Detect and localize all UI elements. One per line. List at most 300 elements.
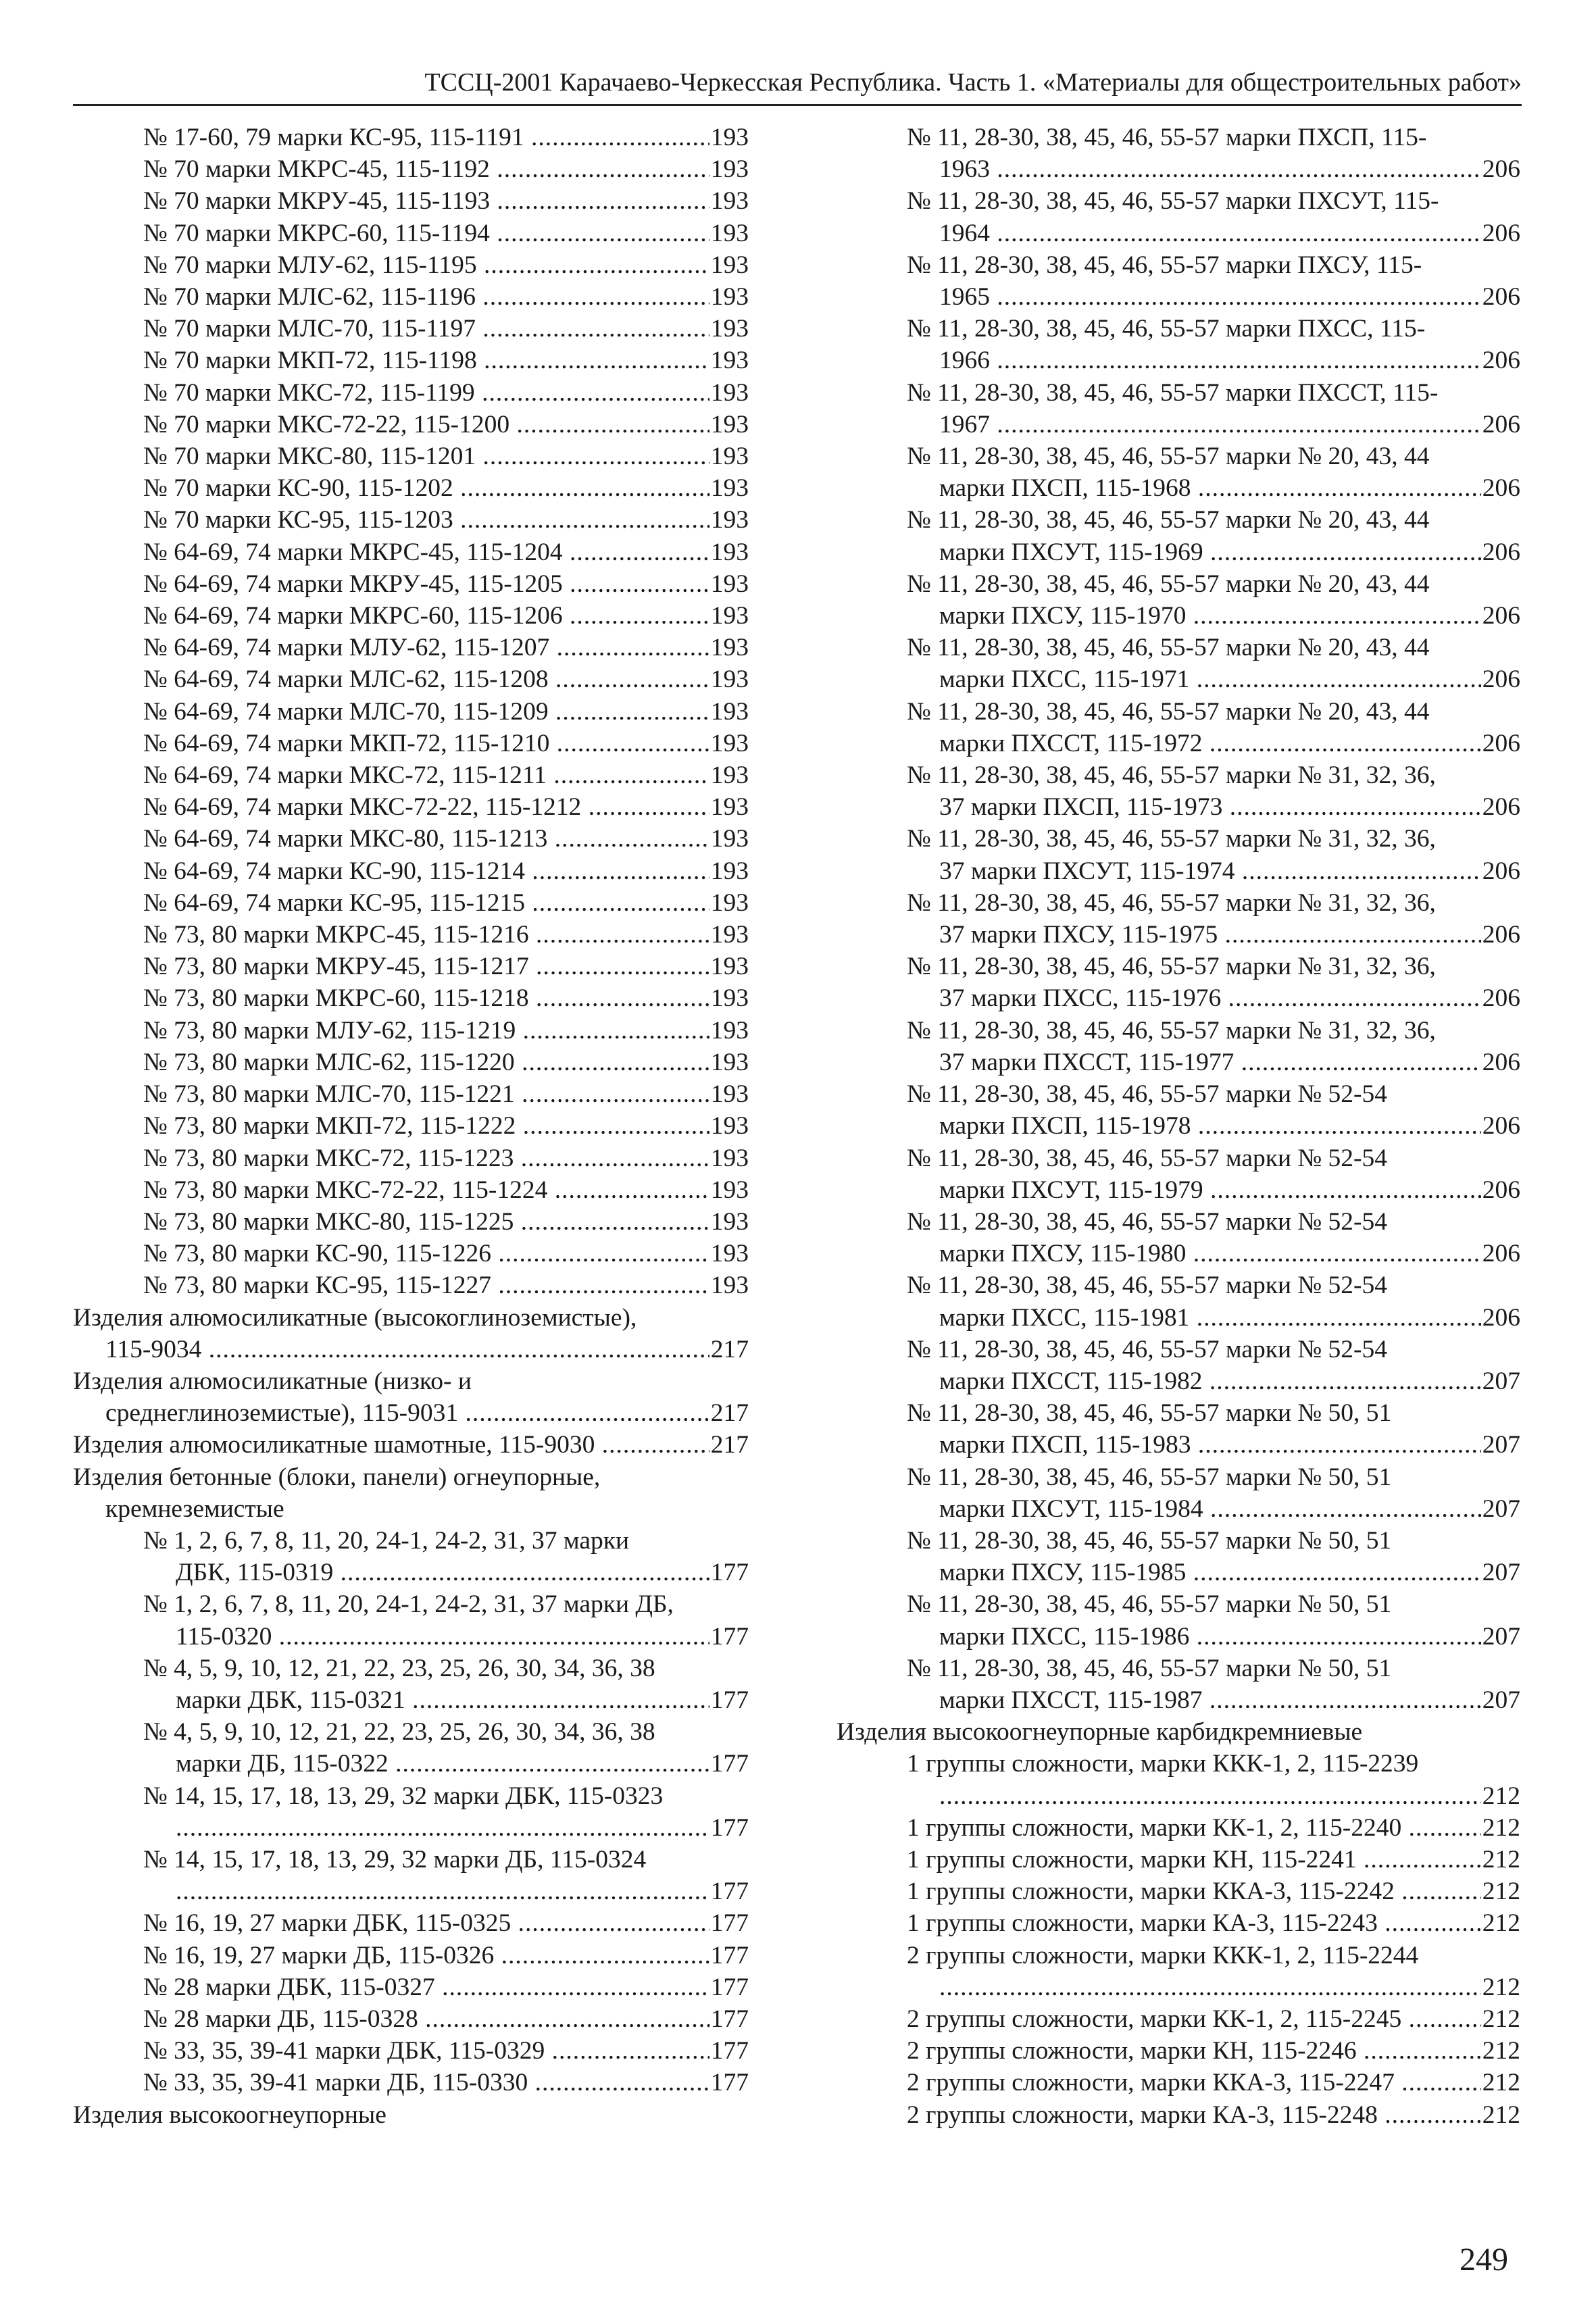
entry-text: № 33, 35, 39-41 марки ДБК, 115-0329 ..... xyxy=(143,2035,709,2067)
index-entry xyxy=(837,1844,1520,1876)
entry-text-first-line: № 11, 28-30, 38, 45, 46, 55-57 марки № 50, 51 xyxy=(907,1463,1392,1491)
entry-text: № 64-69, 74 марки МКРС-45, 115-1204 ..... xyxy=(143,536,709,568)
entry-text xyxy=(939,1971,1481,2003)
index-entry xyxy=(73,345,749,376)
entry-text: № 73, 80 марки МКС-80, 115-1225 ..... xyxy=(143,1206,709,1238)
entry-page-number: 193 xyxy=(710,1112,749,1140)
index-entry xyxy=(73,982,749,1014)
entry-page-number: 212 xyxy=(1482,1845,1520,1873)
entry-text: Изделия алюмосиликатные шамотные, 115-9030 ..... xyxy=(73,1429,709,1461)
index-entry-wrapped xyxy=(837,951,1520,1014)
index-entry-wrapped xyxy=(837,1142,1520,1206)
entry-page-number: 193 xyxy=(710,1240,749,1268)
index-entry xyxy=(73,1429,749,1461)
section-heading: Изделия высокоогнеупорные xyxy=(73,2101,386,2129)
index-entry-wrapped xyxy=(837,1269,1520,1333)
entry-page-number: 206 xyxy=(1482,1240,1520,1268)
entry-text: № 28 марки ДБ, 115-0328 ..... xyxy=(143,2003,709,2035)
entry-page-number: 212 xyxy=(1482,2037,1520,2065)
index-entry xyxy=(73,441,749,472)
entry-text: № 70 марки КС-95, 115-1203 ..... xyxy=(143,504,709,536)
entry-text: марки ПХСС, 115-1971 ..... xyxy=(939,663,1481,695)
entry-page-number: 193 xyxy=(710,1176,749,1204)
entry-text-first-line: № 11, 28-30, 38, 45, 46, 55-57 марки ПХССТ, 115- xyxy=(907,378,1439,407)
entry-text-first-line: № 11, 28-30, 38, 45, 46, 55-57 марки № 50, 51 xyxy=(907,1399,1392,1428)
entry-page-number: 193 xyxy=(710,1048,749,1076)
index-entry xyxy=(73,2003,749,2035)
index-entry-wrapped xyxy=(837,504,1520,568)
entry-page-number: 177 xyxy=(710,2005,749,2033)
index-entry-wrapped xyxy=(837,887,1520,951)
entry-page-number: 206 xyxy=(1482,729,1520,757)
index-entry-wrapped xyxy=(837,1461,1520,1525)
index-entry xyxy=(907,1971,1520,2003)
entry-text: марки ПХСУ, 115-1985 ..... xyxy=(939,1557,1481,1588)
index-entry xyxy=(73,313,749,345)
entry-text: № 70 марки МКП-72, 115-1198 ..... xyxy=(143,345,709,376)
entry-text: марки ПХСУ, 115-1980 ..... xyxy=(939,1238,1481,1269)
index-entry xyxy=(907,663,1520,695)
entry-text: 1965 ..... xyxy=(939,281,1481,313)
entry-text-first-line: № 4, 5, 9, 10, 12, 21, 22, 23, 25, 26, 30, 34, 36, 38 xyxy=(143,1654,655,1682)
entry-text: марки ПХСУТ, 115-1969 ..... xyxy=(939,536,1481,568)
index-entry-wrapped xyxy=(73,1653,749,1716)
entry-text: ДБК, 115-0319 ..... xyxy=(176,1557,709,1588)
index-entry-wrapped xyxy=(837,823,1520,886)
index-entry xyxy=(907,1302,1520,1334)
index-entry-wrapped xyxy=(73,1588,749,1652)
entry-text: № 73, 80 марки МКРС-45, 115-1216 ..... xyxy=(143,919,709,951)
entry-text: № 64-69, 74 марки МКС-72-22, 115-1212 ..... xyxy=(143,791,709,823)
index-entry xyxy=(73,1940,749,1971)
entry-text: среднеглиноземистые), 115-9031 ..... xyxy=(105,1397,709,1429)
index-entry xyxy=(907,919,1520,951)
entry-text: марки ПХСС, 115-1986 ..... xyxy=(939,1621,1481,1653)
entry-page-number: 193 xyxy=(710,1080,749,1109)
entry-text-first-line: № 11, 28-30, 38, 45, 46, 55-57 марки ПХСУ, 115- xyxy=(907,251,1422,279)
index-entry xyxy=(143,1621,749,1653)
entry-page-number: 206 xyxy=(1482,283,1520,311)
entry-page-number: 193 xyxy=(710,921,749,949)
entry-page-number: 193 xyxy=(710,443,749,471)
index-entry xyxy=(73,281,749,313)
entry-page-number: 177 xyxy=(710,1878,749,1906)
index-entry xyxy=(73,1078,749,1110)
entry-page-number: 177 xyxy=(710,1973,749,2001)
index-entry xyxy=(907,153,1520,185)
entry-page-number: 206 xyxy=(1482,347,1520,375)
entry-text-first-line: № 11, 28-30, 38, 45, 46, 55-57 марки № 31, 32, 36, xyxy=(907,825,1436,853)
entry-text: № 64-69, 74 марки МЛС-62, 115-1208 ..... xyxy=(143,663,709,695)
entry-text: 37 марки ПХСУ, 115-1975 ..... xyxy=(939,919,1481,951)
entry-page-number: 206 xyxy=(1482,602,1520,630)
entry-page-number: 212 xyxy=(1482,1973,1520,2001)
entry-text: марки ПХССТ, 115-1972 ..... xyxy=(939,728,1481,759)
entry-text-first-line: № 11, 28-30, 38, 45, 46, 55-57 марки № 20, 43, 44 xyxy=(907,506,1430,534)
index-entry xyxy=(907,409,1520,441)
entry-page-number: 193 xyxy=(710,347,749,375)
entry-text-first-line: 1 группы сложности, марки ККК-1, 2, 115-2239 xyxy=(907,1750,1419,1778)
entry-page-number: 206 xyxy=(1482,1048,1520,1076)
index-entry xyxy=(143,1684,749,1716)
index-entry xyxy=(73,1047,749,1078)
entry-text-first-line: № 11, 28-30, 38, 45, 46, 55-57 марки № 20, 43, 44 xyxy=(907,634,1430,662)
index-entry-wrapped xyxy=(837,1015,1520,1078)
index-entry xyxy=(837,1812,1520,1844)
index-entry xyxy=(907,1684,1520,1716)
entry-text: марки ПХСУТ, 115-1979 ..... xyxy=(939,1174,1481,1206)
entry-text: марки ПХСП, 115-1968 ..... xyxy=(939,472,1481,504)
entry-page-number: 193 xyxy=(710,251,749,279)
entry-text: 115-9034 ..... xyxy=(105,1334,709,1365)
entry-page-number: 206 xyxy=(1482,793,1520,822)
index-entry xyxy=(837,2067,1520,2098)
entry-text-first-line: № 11, 28-30, 38, 45, 46, 55-57 марки № 31, 32, 36, xyxy=(907,1016,1436,1045)
index-entry xyxy=(907,1238,1520,1269)
index-entry xyxy=(73,855,749,887)
entry-page-number: 177 xyxy=(710,1941,749,1969)
entry-text: № 64-69, 74 марки МКС-80, 115-1213 ..... xyxy=(143,823,709,855)
index-entry xyxy=(907,1365,1520,1397)
index-entry xyxy=(73,504,749,536)
index-entry-wrapped xyxy=(837,1397,1520,1461)
entry-text: марки ПХСП, 115-1978 ..... xyxy=(939,1110,1481,1142)
entry-text: № 16, 19, 27 марки ДБ, 115-0326 ..... xyxy=(143,1940,709,1971)
entry-text: марки ДБК, 115-0321 ..... xyxy=(176,1684,709,1716)
entry-page-number: 177 xyxy=(710,1909,749,1938)
entry-page-number: 193 xyxy=(710,474,749,503)
index-entry xyxy=(73,409,749,441)
entry-text: 1 группы сложности, марки КА-3, 115-2243 ..... xyxy=(907,1907,1481,1939)
entry-page-number: 193 xyxy=(710,665,749,694)
index-entry-wrapped xyxy=(73,1716,749,1780)
index-entry-wrapped xyxy=(837,185,1520,249)
index-entry xyxy=(907,1557,1520,1588)
entry-text: № 70 марки МКС-72-22, 115-1200 ..... xyxy=(143,409,709,441)
entry-text: № 70 марки МЛС-62, 115-1196 ..... xyxy=(143,281,709,313)
entry-text-first-line: № 11, 28-30, 38, 45, 46, 55-57 марки ПХСУТ, 115- xyxy=(907,187,1439,216)
entry-text-first-line: № 11, 28-30, 38, 45, 46, 55-57 марки № 31, 32, 36, xyxy=(907,761,1436,790)
index-entry-wrapped xyxy=(73,1365,749,1429)
index-entry-wrapped xyxy=(73,1302,749,1365)
entry-text-first-line: № 11, 28-30, 38, 45, 46, 55-57 марки № 31, 32, 36, xyxy=(907,953,1436,981)
entry-page-number: 207 xyxy=(1482,1686,1520,1714)
entry-text: № 33, 35, 39-41 марки ДБ, 115-0330 ..... xyxy=(143,2067,709,2098)
index-entry xyxy=(73,728,749,759)
entry-text: № 70 марки МКРС-45, 115-1192 ..... xyxy=(143,153,709,185)
index-entry-wrapped xyxy=(73,1844,749,1907)
index-entry xyxy=(73,1206,749,1238)
index-entry-wrapped xyxy=(837,377,1520,441)
entry-text: 1 группы сложности, марки КН, 115-2241 ..... xyxy=(907,1844,1481,1876)
entry-text-first-line: № 11, 28-30, 38, 45, 46, 55-57 марки № 20, 43, 44 xyxy=(907,570,1430,598)
index-entry xyxy=(73,1907,749,1939)
index-entry xyxy=(837,1907,1520,1939)
entry-text-first-line: № 14, 15, 17, 18, 13, 29, 32 марки ДБ, 115-0324 xyxy=(143,1845,647,1873)
entry-text: 2 группы сложности, марки КК-1, 2, 115-2245 ..... xyxy=(907,2003,1481,2035)
entry-page-number: 193 xyxy=(710,187,749,216)
entry-text: № 73, 80 марки МКРУ-45, 115-1217 ..... xyxy=(143,951,709,982)
entry-page-number: 193 xyxy=(710,1207,749,1236)
entry-text: марки ПХСП, 115-1983 ..... xyxy=(939,1429,1481,1461)
entry-page-number: 193 xyxy=(710,697,749,726)
entry-page-number: 193 xyxy=(710,793,749,822)
entry-page-number: 193 xyxy=(710,825,749,853)
index-entry-wrapped xyxy=(837,696,1520,759)
entry-page-number: 206 xyxy=(1482,219,1520,247)
index-entry xyxy=(73,536,749,568)
index-entry xyxy=(907,600,1520,632)
index-entry-wrapped xyxy=(837,568,1520,632)
entry-page-number: 207 xyxy=(1482,1431,1520,1459)
entry-page-number: 212 xyxy=(1482,2069,1520,2097)
entry-text: № 73, 80 марки МКРС-60, 115-1218 ..... xyxy=(143,982,709,1014)
entry-page-number: 193 xyxy=(710,315,749,343)
entry-text: № 64-69, 74 марки МЛС-70, 115-1209 ..... xyxy=(143,696,709,728)
index-entry-wrapped xyxy=(837,1206,1520,1269)
index-entry xyxy=(907,855,1520,887)
index-entry xyxy=(907,1174,1520,1206)
index-entry xyxy=(73,632,749,663)
index-entry xyxy=(73,823,749,855)
entry-text-first-line: № 14, 15, 17, 18, 13, 29, 32 марки ДБК, 115-0323 xyxy=(143,1782,664,1810)
entry-page-number: 193 xyxy=(710,570,749,598)
entry-text: 1966 ..... xyxy=(939,345,1481,376)
entry-text-first-line: № 11, 28-30, 38, 45, 46, 55-57 марки № 50, 51 xyxy=(907,1590,1392,1619)
entry-text: 1963 ..... xyxy=(939,153,1481,185)
entry-text-first-line: № 11, 28-30, 38, 45, 46, 55-57 марки № 52-54 xyxy=(907,1080,1388,1109)
entry-text: № 70 марки МЛУ-62, 115-1195 ..... xyxy=(143,249,709,281)
entry-text: 115-0320 ..... xyxy=(176,1621,709,1653)
entry-page-number: 207 xyxy=(1482,1494,1520,1523)
entry-page-number: 206 xyxy=(1482,1112,1520,1140)
entry-page-number: 193 xyxy=(710,410,749,438)
index-entry xyxy=(907,1047,1520,1078)
entry-page-number: 193 xyxy=(710,538,749,566)
index-entry-wrapped xyxy=(837,632,1520,695)
entry-page-number: 207 xyxy=(1482,1367,1520,1395)
index-column-right xyxy=(837,122,1520,2131)
entry-text-first-line: № 11, 28-30, 38, 45, 46, 55-57 марки ПХСС, 115- xyxy=(907,315,1426,343)
entry-page-number: 177 xyxy=(710,1622,749,1651)
entry-text: № 64-69, 74 марки КС-90, 115-1214 ..... xyxy=(143,855,709,887)
entry-text: № 17-60, 79 марки КС-95, 115-1191 ..... xyxy=(143,122,709,153)
entry-text: марки ПХССТ, 115-1982 ..... xyxy=(939,1365,1481,1397)
index-entry xyxy=(73,1142,749,1174)
index-entry-wrapped xyxy=(837,1334,1520,1397)
index-entry xyxy=(73,218,749,249)
entry-page-number: 177 xyxy=(710,2069,749,2097)
entry-text-first-line: № 11, 28-30, 38, 45, 46, 55-57 марки ПХСП, 115- xyxy=(907,124,1427,151)
entry-text-first-line: № 4, 5, 9, 10, 12, 21, 22, 23, 25, 26, 30, 34, 36, 38 xyxy=(143,1718,655,1746)
entry-text: № 73, 80 марки МЛС-70, 115-1221 ..... xyxy=(143,1078,709,1110)
entry-text: 37 марки ПХССТ, 115-1977 ..... xyxy=(939,1047,1481,1078)
entry-page-number: 207 xyxy=(1482,1559,1520,1587)
entry-page-number: 206 xyxy=(1482,538,1520,566)
index-entry xyxy=(73,2035,749,2067)
index-entry xyxy=(73,2067,749,2098)
entry-text: № 16, 19, 27 марки ДБК, 115-0325 ..... xyxy=(143,1907,709,1939)
entry-text: № 73, 80 марки КС-95, 115-1227 ..... xyxy=(143,1269,709,1301)
page-number: 249 xyxy=(1460,2242,1508,2278)
index-entry xyxy=(907,218,1520,249)
index-entry xyxy=(73,568,749,600)
index-entry xyxy=(73,122,749,153)
entry-page-number: 177 xyxy=(710,1686,749,1714)
entry-text: № 64-69, 74 марки МКРУ-45, 115-1205 ..... xyxy=(143,568,709,600)
entry-page-number: 206 xyxy=(1482,155,1520,184)
index-entry-wrapped xyxy=(73,1525,749,1588)
entry-page-number: 193 xyxy=(710,729,749,757)
entry-text-first-line: 2 группы сложности, марки ККК-1, 2, 115-2244 xyxy=(907,1941,1419,1969)
index-entry xyxy=(907,536,1520,568)
entry-page-number: 193 xyxy=(710,1272,749,1300)
index-entry-wrapped xyxy=(837,1653,1520,1716)
index-entry xyxy=(143,1812,749,1844)
entry-text xyxy=(939,1780,1481,1812)
index-entry xyxy=(73,472,749,504)
entry-text: 1 группы сложности, марки КК-1, 2, 115-2240 ..... xyxy=(907,1812,1481,1844)
entry-page-number: 193 xyxy=(710,1016,749,1045)
entry-page-number: 193 xyxy=(710,953,749,981)
index-entry xyxy=(73,1971,749,2003)
entry-page-number: 193 xyxy=(710,155,749,184)
entry-page-number: 212 xyxy=(1482,2005,1520,2033)
section-heading-continued: кремнеземистые xyxy=(105,1494,284,1523)
entry-page-number: 193 xyxy=(710,634,749,662)
entry-text-first-line: № 11, 28-30, 38, 45, 46, 55-57 марки № 52-54 xyxy=(907,1335,1388,1363)
entry-text: № 64-69, 74 марки МКС-72, 115-1211 ..... xyxy=(143,759,709,791)
index-entry xyxy=(73,377,749,409)
entry-page-number: 193 xyxy=(710,219,749,247)
index-entry xyxy=(73,919,749,951)
entry-text: № 70 марки МКРУ-45, 115-1193 ..... xyxy=(143,185,709,217)
index-entry xyxy=(73,951,749,982)
index-entry xyxy=(73,1397,749,1429)
entry-page-number: 206 xyxy=(1482,921,1520,949)
index-entry-wrapped xyxy=(837,759,1520,823)
index-entry xyxy=(73,759,749,791)
entry-page-number: 206 xyxy=(1482,474,1520,503)
index-entry-wrapped xyxy=(837,441,1520,504)
index-entry xyxy=(73,1110,749,1142)
entry-text: № 70 марки МКС-80, 115-1201 ..... xyxy=(143,441,709,472)
index-entry xyxy=(73,1174,749,1206)
index-entry xyxy=(73,600,749,632)
index-entry xyxy=(73,663,749,695)
index-entry xyxy=(73,696,749,728)
entry-text-first-line: № 1, 2, 6, 7, 8, 11, 20, 24-1, 24-2, 31, 37 марки xyxy=(143,1526,630,1555)
entry-page-number: 206 xyxy=(1482,410,1520,438)
entry-page-number: 206 xyxy=(1482,984,1520,1013)
entry-text-first-line: № 11, 28-30, 38, 45, 46, 55-57 марки № 20, 43, 44 xyxy=(907,697,1430,726)
entry-text: № 73, 80 марки МКС-72-22, 115-1224 ..... xyxy=(143,1174,709,1206)
index-entry xyxy=(143,1876,749,1907)
entry-page-number: 177 xyxy=(710,1750,749,1778)
entry-page-number: 193 xyxy=(710,1144,749,1172)
entry-page-number: 193 xyxy=(710,761,749,790)
entry-text: 37 марки ПХСП, 115-1973 ..... xyxy=(939,791,1481,823)
entry-text-first-line: № 11, 28-30, 38, 45, 46, 55-57 марки № 31, 32, 36, xyxy=(907,888,1436,917)
entry-text: 2 группы сложности, марки КН, 115-2246 ..... xyxy=(907,2035,1481,2067)
entry-page-number: 212 xyxy=(1482,2101,1520,2129)
entry-text: № 73, 80 марки КС-90, 115-1226 ..... xyxy=(143,1238,709,1269)
index-entry-wrapped xyxy=(73,1780,749,1844)
entry-text-first-line: № 11, 28-30, 38, 45, 46, 55-57 марки № 52-54 xyxy=(907,1207,1388,1236)
index-entry xyxy=(907,1429,1520,1461)
entry-text-first-line: Изделия алюмосиликатные (низко- и xyxy=(73,1367,472,1395)
entry-page-number: 193 xyxy=(710,857,749,885)
entry-text: № 70 марки МКРС-60, 115-1194 ..... xyxy=(143,218,709,249)
entry-text: № 73, 80 марки МКС-72, 115-1223 ..... xyxy=(143,1142,709,1174)
index-entry-wrapped xyxy=(837,1078,1520,1142)
entry-page-number: 217 xyxy=(710,1431,749,1459)
entry-page-number: 206 xyxy=(1482,1176,1520,1204)
entry-text: марки ПХССТ, 115-1987 ..... xyxy=(939,1684,1481,1716)
entry-page-number: 193 xyxy=(710,888,749,917)
index-entry xyxy=(73,1015,749,1047)
entry-text: № 73, 80 марки МЛС-62, 115-1220 ..... xyxy=(143,1047,709,1078)
index-entry xyxy=(907,791,1520,823)
index-entry-wrapped xyxy=(837,1940,1520,2003)
index-entry xyxy=(143,1748,749,1780)
entry-text: 1 группы сложности, марки ККА-3, 115-2242 ..... xyxy=(907,1876,1481,1907)
entry-text: № 70 марки КС-90, 115-1202 ..... xyxy=(143,472,709,504)
entry-text: марки ПХСУ, 115-1970 ..... xyxy=(939,600,1481,632)
index-entry xyxy=(907,1110,1520,1142)
index-entry-wrapped xyxy=(837,313,1520,376)
index-entry xyxy=(837,2099,1520,2131)
index-entry xyxy=(907,281,1520,313)
entry-page-number: 193 xyxy=(710,506,749,534)
index-entry xyxy=(837,2003,1520,2035)
entry-page-number: 177 xyxy=(710,1559,749,1587)
entry-page-number: 206 xyxy=(1482,665,1520,694)
entry-page-number: 212 xyxy=(1482,1909,1520,1938)
entry-page-number: 193 xyxy=(710,378,749,407)
entry-page-number: 212 xyxy=(1482,1878,1520,1906)
index-entry xyxy=(907,472,1520,504)
entry-page-number: 193 xyxy=(710,124,749,151)
entry-page-number: 193 xyxy=(710,602,749,630)
entry-text: 37 марки ПХСУТ, 115-1974 ..... xyxy=(939,855,1481,887)
entry-text: марки ПХСУТ, 115-1984 ..... xyxy=(939,1493,1481,1525)
section-heading: Изделия бетонные (блоки, панели) огнеупорные, xyxy=(73,1463,601,1491)
index-entry xyxy=(907,982,1520,1014)
entry-text-first-line: № 11, 28-30, 38, 45, 46, 55-57 марки № 52-54 xyxy=(907,1272,1388,1300)
index-entry-wrapped xyxy=(837,1525,1520,1588)
index-entry xyxy=(907,1621,1520,1653)
entry-text-first-line: № 11, 28-30, 38, 45, 46, 55-57 марки № 50, 51 xyxy=(907,1526,1392,1555)
entry-page-number: 212 xyxy=(1482,1813,1520,1842)
section-heading: Изделия высокоогнеупорные карбидкремниевые xyxy=(837,1718,1363,1746)
entry-text: 37 марки ПХСС, 115-1976 ..... xyxy=(939,982,1481,1014)
entry-text: № 64-69, 74 марки МКРС-60, 115-1206 ..... xyxy=(143,600,709,632)
entry-text-first-line: № 11, 28-30, 38, 45, 46, 55-57 марки № 52-54 xyxy=(907,1144,1388,1172)
entry-text: № 28 марки ДБК, 115-0327 ..... xyxy=(143,1971,709,2003)
entry-text: № 64-69, 74 марки МКП-72, 115-1210 ..... xyxy=(143,728,709,759)
entry-page-number: 206 xyxy=(1482,1303,1520,1332)
entry-page-number: 177 xyxy=(710,2037,749,2065)
index-entry xyxy=(73,887,749,919)
index-entry-wrapped xyxy=(837,122,1520,185)
entry-page-number: 177 xyxy=(710,1813,749,1842)
index-entry xyxy=(837,1876,1520,1907)
index-entry xyxy=(837,2035,1520,2067)
entry-text: № 70 марки МКС-72, 115-1199 ..... xyxy=(143,377,709,409)
entry-text xyxy=(176,1876,709,1907)
entry-page-number: 217 xyxy=(710,1399,749,1428)
